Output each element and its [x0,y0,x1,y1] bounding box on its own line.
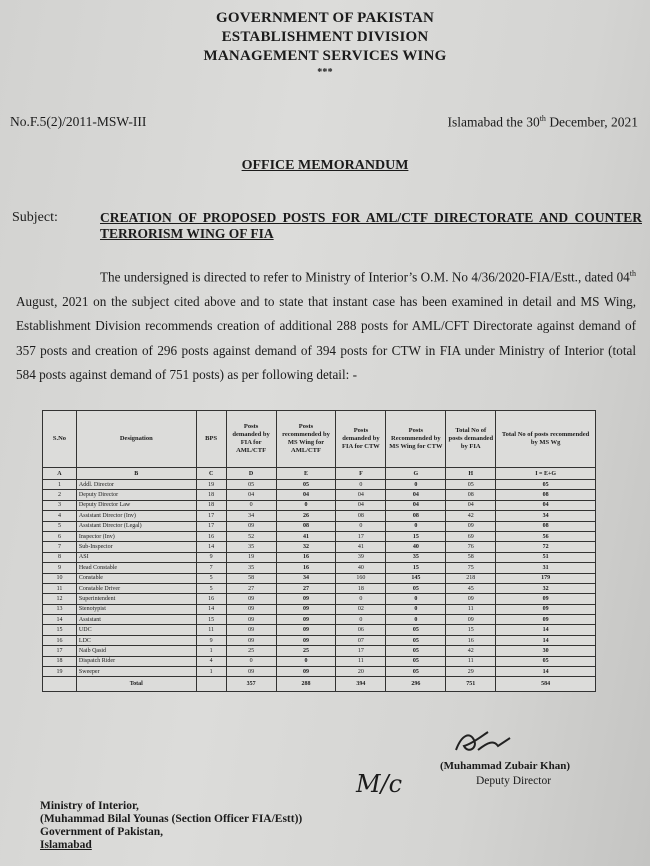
table-cell: 09 [226,667,276,677]
table-cell: 09 [496,594,596,604]
table-cell: 04 [336,490,386,500]
table-row [43,552,596,562]
table-cell: 04 [386,500,446,510]
table-row [43,563,596,573]
letter-cell: D [226,468,276,480]
table-row [43,480,596,490]
table-cell: 32 [496,583,596,593]
table-cell: 31 [496,563,596,573]
header-cell: Posts recommended by MS Wing for AML/CTF [276,411,336,468]
table-cell: 20 [336,667,386,677]
table-row [43,594,596,604]
table-cell: 42 [446,646,496,656]
table-cell: 11 [446,604,496,614]
table-cell: 09 [446,594,496,604]
table-cell: 17 [196,511,226,521]
table-cell: 0 [336,594,386,604]
table-cell: 17 [43,646,77,656]
table-cell: 41 [276,531,336,541]
table-row [43,542,596,552]
table-cell: 2 [43,490,77,500]
table-cell: 05 [226,480,276,490]
table-cell: 0 [276,500,336,510]
date-superscript: th [539,114,546,123]
address-line-1: Ministry of Interior, [40,800,139,812]
table-cell: 09 [446,521,496,531]
designation-cell: Deputy Director Law [76,500,196,510]
table-cell: 7 [196,563,226,573]
letter-cell: I = E+G [496,468,596,480]
table-cell: 09 [226,594,276,604]
total-cell: 296 [386,677,446,692]
designation-cell: Assistant Director (Inv) [76,511,196,521]
table-cell: 0 [386,594,446,604]
table-cell: 0 [386,480,446,490]
table-cell: 5 [43,521,77,531]
table-cell: 58 [226,573,276,583]
header-cell: Posts demanded by FIA for CTW [336,411,386,468]
designation-cell: Constable [76,573,196,583]
header-cell: BPS [196,411,226,468]
table-cell: 9 [196,635,226,645]
subject-label: Subject: [12,210,58,225]
body-paragraph [16,262,636,388]
table-cell: 5 [196,583,226,593]
table-cell: 14 [196,542,226,552]
table-cell: 27 [226,583,276,593]
table-cell: 16 [43,635,77,645]
header-government: GOVERNMENT OF PAKISTAN [215,10,435,26]
table-cell: 06 [336,625,386,635]
table-cell: 14 [43,615,77,625]
table-cell: 08 [386,511,446,521]
table-row [43,583,596,593]
table-cell: 34 [496,511,596,521]
table-cell: 05 [386,667,446,677]
table-cell: 14 [496,635,596,645]
designation-cell: LDC [76,635,196,645]
header-division: ESTABLISHMENT DIVISION [221,29,429,45]
table-cell: 0 [386,521,446,531]
table-cell: 218 [446,573,496,583]
table-cell: 05 [496,480,596,490]
table-cell: 5 [196,573,226,583]
subject-text: CREATION OF PROPOSED POSTS FOR AML/CTF DIRECTORATE AND COUNTER TERRORISM WING OF FIA [100,210,642,241]
table-cell: 19 [43,667,77,677]
letter-cell: C [196,468,226,480]
body-text-part-1: The undersigned is directed to refer to Ministry of Interior’s O.M. No 4/36/2020-FIA/Estt., dated 04 [100,269,630,285]
total-cell: 394 [336,677,386,692]
table-cell: 11 [196,625,226,635]
memo-title-text: OFFICE MEMORANDUM [241,158,409,173]
header-cell: Total No of posts recommended by MS Wg [496,411,596,468]
table-cell: 52 [226,531,276,541]
table-cell: 75 [446,563,496,573]
table-cell: 05 [496,656,596,666]
table-cell: 05 [386,646,446,656]
table-cell: 15 [196,615,226,625]
body-text-part-2: August, 2021 on the subject cited above and to state that instant case has been examined in detail and MS Wing, Establishment Division recommends creation of additional 288 posts for AML/CFT Directorate against demand of 357 posts and creation of 296 posts against demand of 394 posts for CTW in FIA under Ministry of Interior (total 584 posts against demand of 751 posts) as per following detail: - [16,293,636,383]
table-cell: 18 [336,583,386,593]
table-row [43,511,596,521]
table-cell: 11 [43,583,77,593]
table-cell: 08 [496,521,596,531]
header-cell: Total No of posts demanded by FIA [446,411,496,468]
address-line-3: Government of Pakistan, [40,826,163,838]
total-cell: 751 [446,677,496,692]
letter-cell: E [276,468,336,480]
table-cell: 05 [446,480,496,490]
header-stars: *** [317,67,333,78]
table-cell: 09 [446,615,496,625]
table-cell: 07 [336,635,386,645]
table-cell: 56 [496,531,596,541]
table-cell: 16 [196,594,226,604]
table-cell: 15 [446,625,496,635]
table-cell: 12 [43,594,77,604]
table-row [43,500,596,510]
letter-cell: B [76,468,196,480]
table-cell: 05 [386,656,446,666]
table-cell: 35 [386,552,446,562]
table-cell: 0 [226,500,276,510]
table-cell: 0 [336,521,386,531]
table-cell: 40 [386,542,446,552]
table-cell: 0 [336,480,386,490]
letter-cell: H [446,468,496,480]
total-empty-cell [196,677,226,692]
table-cell: 09 [276,635,336,645]
table-cell: 09 [276,615,336,625]
designation-cell: Sub-Inspector [76,542,196,552]
table-cell: 15 [43,625,77,635]
date-prefix: Islamabad the 30 [447,114,540,130]
table-cell: 34 [276,573,336,583]
table-cell: 09 [226,521,276,531]
table-row [43,573,596,583]
total-cell: 357 [226,677,276,692]
table-cell: 16 [276,563,336,573]
table-cell: 0 [276,656,336,666]
table-cell: 35 [226,542,276,552]
header-cell: S.No [43,411,77,468]
header-cell: Posts Recommended by MS Wing for CTW [386,411,446,468]
table-cell: 35 [226,563,276,573]
letter-cell: A [43,468,77,480]
table-cell: 25 [276,646,336,656]
table-row [43,635,596,645]
table-cell: 15 [386,563,446,573]
table-cell: 1 [196,646,226,656]
table-cell: 09 [276,625,336,635]
table-cell: 40 [336,563,386,573]
table-cell: 14 [496,625,596,635]
table-cell: 16 [196,531,226,541]
table-cell: 26 [276,511,336,521]
table-cell: 09 [226,615,276,625]
table-cell: 14 [496,667,596,677]
table-row [43,667,596,677]
table-cell: 16 [446,635,496,645]
signatory-name: (Muhammad Zubair Khan) [440,760,570,772]
table-row [43,615,596,625]
table-row [43,646,596,656]
body-superscript: th [629,269,636,278]
address-line-4: Islamabad [40,839,92,851]
designation-cell: UDC [76,625,196,635]
table-cell: 0 [386,615,446,625]
table-cell: 08 [336,511,386,521]
designation-cell: Assistant Director (Legal) [76,521,196,531]
table-cell: 09 [496,615,596,625]
reference-number: No.F.5(2)/2011-MSW-III [10,114,147,129]
table-cell: 05 [386,625,446,635]
table-cell: 04 [276,490,336,500]
table-cell: 25 [226,646,276,656]
table-row [43,625,596,635]
table-cell: 08 [446,490,496,500]
table-cell: 4 [196,656,226,666]
table-cell: 15 [386,531,446,541]
table-cell: 32 [276,542,336,552]
table-cell: 02 [336,604,386,614]
table-cell: 09 [226,635,276,645]
table-cell: 1 [43,480,77,490]
table-total-row [43,677,596,692]
table-cell: 39 [336,552,386,562]
table-cell: 09 [226,625,276,635]
designation-cell: Superintendent [76,594,196,604]
table-cell: 7 [43,542,77,552]
table-cell: 09 [276,604,336,614]
table-row [43,531,596,541]
designation-cell: Sweeper [76,667,196,677]
table-cell: 69 [446,531,496,541]
letter-cell: F [336,468,386,480]
table-header-row [43,411,596,468]
table-cell: 05 [386,635,446,645]
table-cell: 0 [386,604,446,614]
table-cell: 18 [196,500,226,510]
table-cell: 17 [336,646,386,656]
header-wing: MANAGEMENT SERVICES WING [203,48,447,64]
posts-table [42,410,596,692]
table-cell: 0 [226,656,276,666]
table-cell: 13 [43,604,77,614]
designation-cell: Deputy Director [76,490,196,500]
total-empty-cell [43,677,77,692]
designation-cell: Dispatch Rider [76,656,196,666]
table-cell: 34 [226,511,276,521]
designation-cell: Head Constable [76,563,196,573]
handwritten-mark: M/c [356,770,403,798]
letter-cell: G [386,468,446,480]
designation-cell: Addl. Director [76,480,196,490]
table-cell: 45 [446,583,496,593]
table-cell: 30 [496,646,596,656]
table-cell: 09 [226,604,276,614]
table-cell: 05 [386,583,446,593]
table-cell: 29 [446,667,496,677]
address-block [40,800,302,852]
table-cell: 14 [196,604,226,614]
total-cell: 584 [496,677,596,692]
table-cell: 04 [496,500,596,510]
designation-cell: Stenotypist [76,604,196,614]
table-cell: 4 [43,511,77,521]
designation-cell: Constable Driver [76,583,196,593]
table-cell: 160 [336,573,386,583]
table-cell: 04 [386,490,446,500]
table-cell: 72 [496,542,596,552]
table-cell: 51 [496,552,596,562]
table-cell: 1 [196,667,226,677]
table-row [43,604,596,614]
table-cell: 11 [446,656,496,666]
table-cell: 09 [496,604,596,614]
table-cell: 145 [386,573,446,583]
table-letter-row [43,468,596,480]
date-suffix: December, 2021 [545,114,638,130]
table-cell: 3 [43,500,77,510]
table-cell: 42 [446,511,496,521]
table-cell: 18 [43,656,77,666]
table-cell: 18 [196,490,226,500]
memo-date [447,114,638,131]
table-cell: 76 [446,542,496,552]
table-row [43,521,596,531]
table-cell: 09 [276,667,336,677]
table-cell: 05 [276,480,336,490]
table-cell: 58 [446,552,496,562]
table-cell: 9 [43,563,77,573]
total-cell: 288 [276,677,336,692]
table-cell: 10 [43,573,77,583]
designation-cell: Naib Qasid [76,646,196,656]
total-label: Total [76,677,196,692]
table-cell: 179 [496,573,596,583]
table-cell: 04 [446,500,496,510]
table-row [43,656,596,666]
table-cell: 11 [336,656,386,666]
table-cell: 27 [276,583,336,593]
table-cell: 08 [276,521,336,531]
memo-title [0,158,650,174]
table-cell: 17 [196,521,226,531]
table-cell: 9 [196,552,226,562]
designation-cell: Inspector (Inv) [76,531,196,541]
table-cell: 41 [336,542,386,552]
table-cell: 19 [226,552,276,562]
table-cell: 17 [336,531,386,541]
header-cell: Designation [76,411,196,468]
address-line-2: (Muhammad Bilal Younas (Section Officer FIA/Estt)) [40,813,303,825]
header-cell: Posts demanded by FIA for AML/CTF [226,411,276,468]
table-cell: 09 [276,594,336,604]
table-cell: 16 [276,552,336,562]
table-cell: 08 [496,490,596,500]
table-row [43,490,596,500]
table-cell: 04 [226,490,276,500]
signatory-designation: Deputy Director [476,775,552,787]
designation-cell: ASI [76,552,196,562]
table-cell: 8 [43,552,77,562]
signature-graphic [448,726,528,760]
table-cell: 19 [196,480,226,490]
designation-cell: Assistant [76,615,196,625]
table-cell: 6 [43,531,77,541]
table-cell: 0 [336,615,386,625]
table-cell: 04 [336,500,386,510]
